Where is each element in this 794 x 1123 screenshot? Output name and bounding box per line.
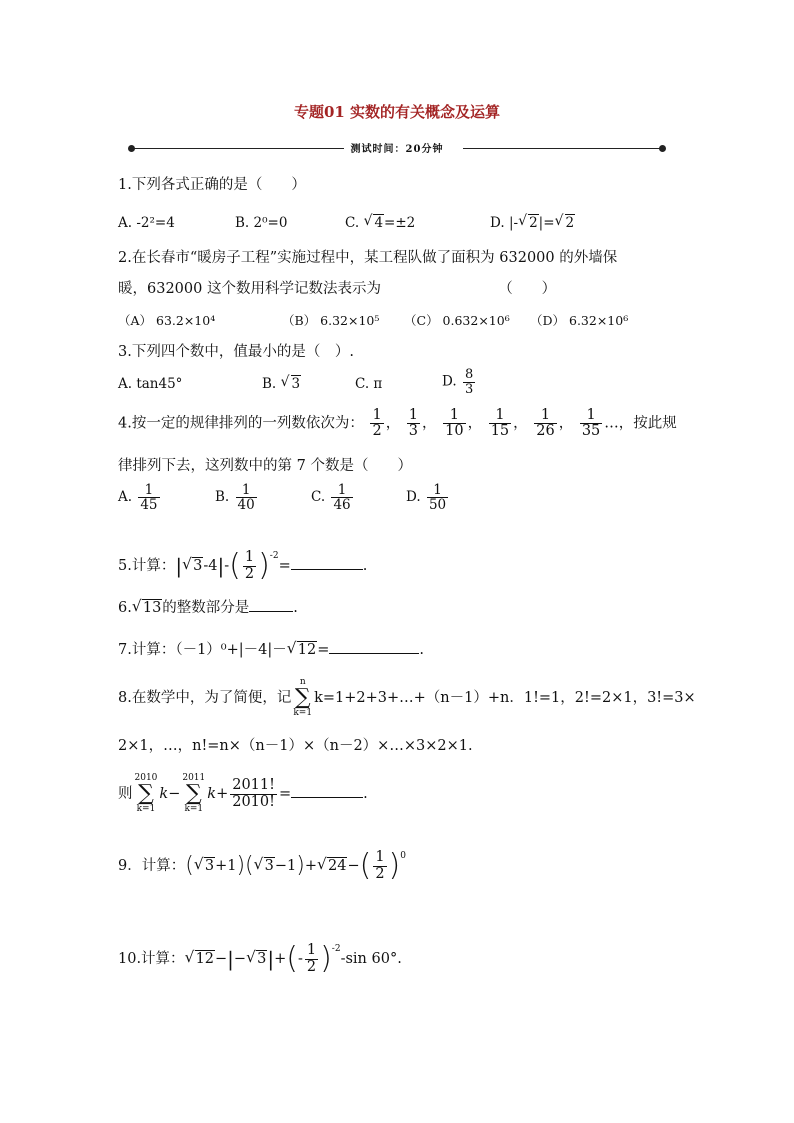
question-5: 5.计算：|√ 3-4|-( $\frac{1}{2}$ )$^{-2}$= . xyxy=(118,546,367,582)
fraction: $\frac{1}{40}$ xyxy=(237,482,255,514)
fraction: $\frac{1}{2}$ xyxy=(306,942,317,975)
sqrt: √ 12 xyxy=(288,640,317,660)
fraction: $\frac{1}{10}$ xyxy=(445,407,464,440)
q3-option-c: C. π xyxy=(355,376,383,392)
fraction: $\frac{1}{15}$ xyxy=(490,407,510,440)
sqrt: √ 2 xyxy=(556,213,576,233)
q4-option-d: D. $\frac{1}{50}$ xyxy=(406,482,447,514)
question-7: 7.计算：（－1）⁰+|－4|－√ 12= . xyxy=(118,639,424,660)
sqrt: √ 3 xyxy=(282,374,302,394)
answer-blank[interactable] xyxy=(249,597,293,612)
question-2-line-1: 2.在长春市“暖房子工程”实施过程中，某工程队做了面积为 632000 的外墙保 xyxy=(118,250,618,266)
fraction: $\frac{1}{45}$ xyxy=(140,482,158,514)
q2-option-d: （D） 6.32×10⁶ xyxy=(530,313,629,328)
sqrt: √ 3 xyxy=(247,949,267,969)
sqrt: √ 4 xyxy=(364,213,384,233)
sqrt: √ 3 xyxy=(183,556,203,576)
fraction: $\frac{8}{3}$ xyxy=(464,367,474,397)
q4-option-c: C. $\frac{1}{46}$ xyxy=(311,482,351,514)
q2-option-a: （A） 63.2×10⁴ xyxy=(118,313,216,328)
q4-option-a: A. $\frac{1}{45}$ xyxy=(118,482,158,514)
bar-line-right xyxy=(463,148,662,149)
fraction: $\frac{1}{35}$ xyxy=(581,407,601,440)
question-6: 6.√ 13的整数部分是 . xyxy=(118,597,298,618)
question-4-line-2: 律排列下去，这列数中的第 7 个数是（ ） xyxy=(118,458,412,474)
q2-option-c: （C） 0.632×10⁶ xyxy=(404,313,510,328)
question-2-line-2: 暖，632000 这个数用科学记数法表示为 （ ） xyxy=(118,281,557,297)
sqrt: √ 24 xyxy=(318,856,347,876)
question-8-line-3: 则 2010 ∑ k=1 k− 2011 ∑ k=1 k+ $\frac{2011!}{2010!}$ = . xyxy=(118,773,368,814)
question-8-line-1: 8.在数学中，为了简便，记 n ∑ k=1 k=1+2+3+…+（n－1）+n．1!=1，2!=2×1，3!=3× xyxy=(118,677,696,718)
q1-option-b: B. 2⁰=0 xyxy=(235,215,288,231)
sqrt: √ 13 xyxy=(133,598,162,618)
q1-option-d: D. |-√ 2|=√ 2 xyxy=(490,213,575,233)
question-1-stem: 1.下列各式正确的是（ ） xyxy=(118,177,306,193)
sqrt: √ 12 xyxy=(186,949,215,969)
summation-symbol: n ∑ k=1 xyxy=(293,677,313,718)
q4-option-b: B. $\frac{1}{40}$ xyxy=(215,482,255,514)
fraction: $\frac{1}{46}$ xyxy=(333,482,351,514)
fraction: $\frac{1}{50}$ xyxy=(428,482,447,514)
question-10: 10.计算：√ 12−|−√ 3|+(- $\frac{1}{2}$ )$^{-2}$-sin 60°. xyxy=(118,939,402,975)
sqrt: √ 3 xyxy=(255,856,275,876)
fraction: $\frac{1}{2}$ xyxy=(244,549,255,582)
question-9: 9．计算：(√ 3+1)(√ 3−1)+√ 24−( $\frac{1}{2}$ )$^0$ xyxy=(118,846,406,882)
answer-blank[interactable] xyxy=(329,639,419,654)
q3-option-b: B. √ 3 xyxy=(262,374,301,394)
page-title: 专题01 实数的有关概念及运算 xyxy=(293,103,501,121)
fraction: $\frac{2011!}{2010!}$ xyxy=(232,777,275,810)
fraction: $\frac{1}{3}$ xyxy=(408,407,419,440)
fraction: $\frac{1}{2}$ xyxy=(375,849,385,882)
question-4-line-1: 4.按一定的规律排列的一列数依次为： $\frac{1}{2}$ ， $\frac{1}{3}$ ， $\frac{1}{10}$ ， $\frac{1}{15}$ ， $\frac{1}{26}$ ， $\frac{1}{35}$ …，按此规 xyxy=(118,407,677,440)
subtitle-bar xyxy=(128,138,666,158)
question-8-line-2: 2×1，…，n!=n×（n－1）×（n－2）×…×3×2×1. xyxy=(118,738,473,754)
fraction: $\frac{1}{2}$ xyxy=(372,407,382,440)
summation-symbol: 2010 ∑ k=1 xyxy=(134,773,158,814)
answer-blank[interactable] xyxy=(291,555,363,570)
sqrt: √ 3 xyxy=(195,856,215,876)
subtitle: 测试时间：20分钟 xyxy=(350,144,444,155)
summation-symbol: 2011 ∑ k=1 xyxy=(182,773,206,814)
q1-option-c: C. √ 4=±2 xyxy=(345,213,415,233)
question-3-stem: 3.下列四个数中，值最小的是（ ）. xyxy=(118,344,354,360)
sqrt: √ 2 xyxy=(519,213,539,233)
q3-option-d: D. $\frac{8}{3}$ xyxy=(442,367,474,397)
answer-blank[interactable] xyxy=(291,783,363,798)
q3-option-a: A. tan45° xyxy=(118,376,183,392)
bar-dot-right xyxy=(659,145,666,152)
q2-option-b: （B） 6.32×10⁵ xyxy=(282,313,380,328)
fraction: $\frac{1}{26}$ xyxy=(536,407,555,440)
q1-option-a: A. -2²=4 xyxy=(118,215,175,231)
